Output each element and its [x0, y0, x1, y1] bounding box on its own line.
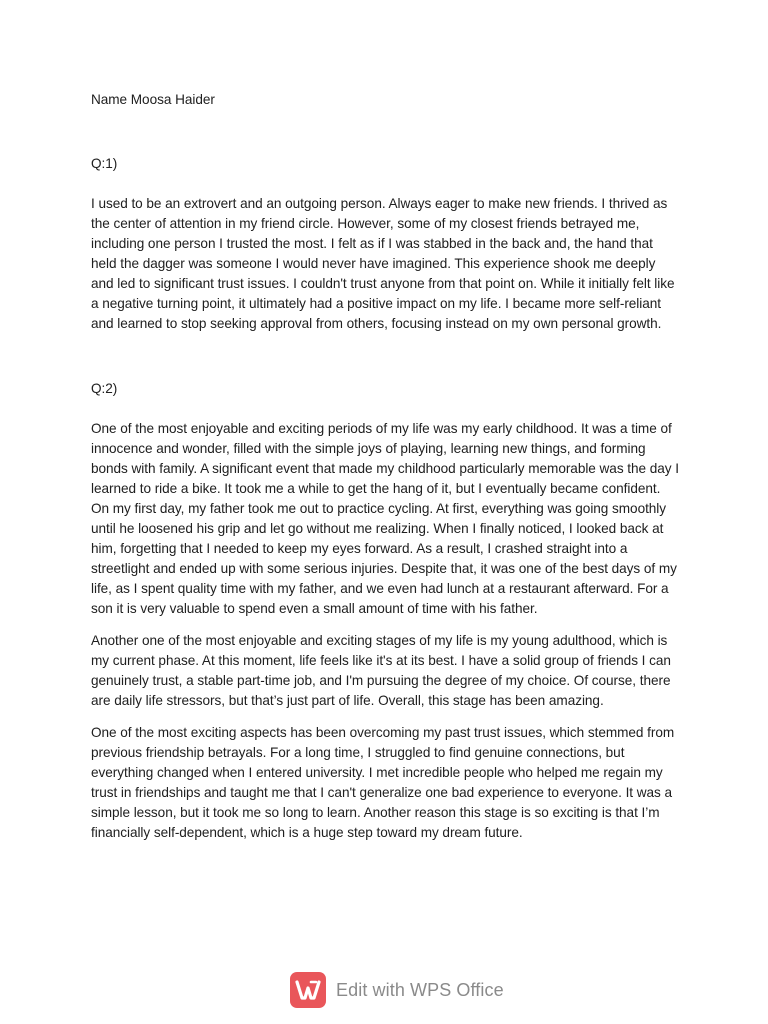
- question-2-label: Q:2): [91, 381, 118, 396]
- wps-edit-footer[interactable]: [290, 972, 504, 1008]
- question-2-answer-paragraph-1: One of the most enjoyable and exciting periods of my life was my early childhood. It was a time of innocence and wonder, filled with the simple joys of playing, learning new things, and forming bonds with family. A significant event that made my childhood particularly memorable was the day I learned to ride a bike. It took me a while to get the hang of it, but I eventually became confident. On my first day, my father took me out to practice cycling. At first, everything was going smoothly until he loosened his grip and let go without me realizing. When I finally noticed, I looked back at him, forgetting that I needed to keep my eyes forward. As a result, I crashed straight into a streetlight and ended up with some serious injuries. Despite that, it was one of the best days of my life, as I spent quality time with my father, and we even had lunch at a restaurant afterward. For a son it is very valuable to spend even a small amount of time with his father.: [91, 421, 679, 616]
- question-1-answer-paragraph: I used to be an extrovert and an outgoing person. Always eager to make new friends. I thrived as the center of attention in my friend circle. However, some of my closest friends betrayed me, including one person I trusted the most. I felt as if I was stabbed in the back and, the hand that held the dagger was someone I would never have imagined. This experience shook me deeply and led to significant trust issues. I couldn't trust anyone from that point on. While it initially felt like a negative turning point, it ultimately had a positive impact on my life. I became more self-reliant and learned to stop seeking approval from others, focusing instead on my own personal growth.: [91, 196, 675, 331]
- question-2-answer-paragraph-2: Another one of the most enjoyable and exciting stages of my life is my young adulthood, which is my current phase. At this moment, life feels like it's at its best. I have a solid group of friends I can genuinely trust, a stable part-time job, and I'm pursuing the degree of my choice. Of course, there are daily life stressors, but that’s just part of life. Overall, this stage has been amazing.: [91, 633, 671, 708]
- wps-office-logo-icon[interactable]: [290, 972, 326, 1008]
- question-1-label: Q:1): [91, 156, 118, 171]
- student-name: Name Moosa Haider: [91, 92, 215, 107]
- question-2-answer-paragraph-3: One of the most exciting aspects has been overcoming my past trust issues, which stemmed from previous friendship betrayals. For a long time, I struggled to find genuine connections, but everything changed when I entered university. I met incredible people who helped me regain my trust in friendships and taught me that I can't generalize one bad experience to everyone. It was a simple lesson, but it took me so long to learn. Another reason this stage is so exciting is that I’m financially self-dependent, which is a huge step toward my dream future.: [91, 725, 675, 840]
- wps-w-glyph-icon: [295, 979, 321, 1001]
- edit-with-wps-link[interactable]: Edit with WPS Office: [336, 979, 504, 1000]
- document-body: [91, 90, 681, 855]
